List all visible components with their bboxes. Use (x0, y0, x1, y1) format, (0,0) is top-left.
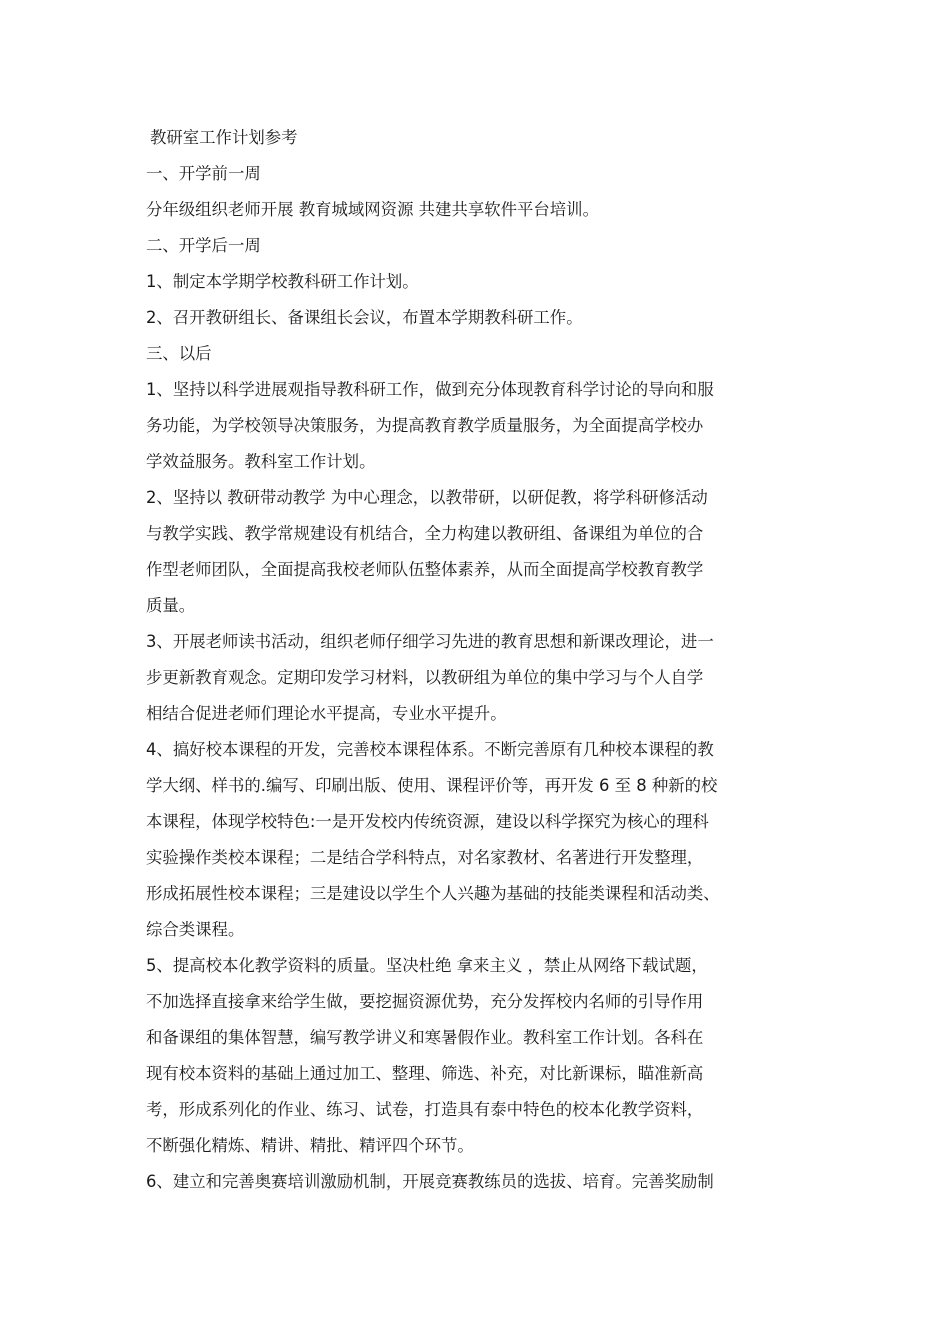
section-heading-after-term: 二、开学后一周 (146, 236, 261, 255)
paragraph-line: 现有校本资料的基础上通过加工、整理、筛选、补充，对比新课标，瞄准新高 (146, 1064, 704, 1083)
paragraph-line: 质量。 (146, 596, 196, 615)
paragraph-item-1 (146, 372, 826, 480)
paragraph-line: 6、建立和完善奥赛培训激励机制，开展竞赛教练员的选拔、培育。完善奖励制 (146, 1172, 714, 1191)
paragraph-line: 综合类课程。 (146, 920, 245, 939)
list-item-plan: 1、制定本学期学校教科研工作计划。 (146, 272, 419, 291)
paragraph-line: 作型老师团队，全面提高我校老师队伍整体素养，从而全面提高学校教育教学 (146, 560, 704, 579)
paragraph-item-3 (146, 624, 826, 732)
paragraph-line: 1、坚持以科学进展观指导教科研工作，做到充分体现教育科学讨论的导向和服 (146, 380, 714, 399)
paragraph-line: 不断强化精炼、精讲、精批、精评四个环节。 (146, 1136, 474, 1155)
section-heading-later: 三、以后 (146, 344, 212, 363)
paragraph-item-5 (146, 948, 826, 1164)
paragraph-line: 不加选择直接拿来给学生做，要挖掘资源优势，充分发挥校内名师的引导作用 (146, 992, 704, 1011)
paragraph-line: 与教学实践、教学常规建设有机结合，全力构建以教研组、备课组为单位的合 (146, 524, 704, 543)
paragraph-line: 4、搞好校本课程的开发，完善校本课程体系。不断完善原有几种校本课程的教 (146, 740, 714, 759)
paragraph-line: 2、坚持以 教研带动教学 为中心理念，以教带研，以研促教，将学科研修活动 (146, 488, 708, 507)
paragraph-line: 相结合促进老师们理论水平提高，专业水平提升。 (146, 704, 507, 723)
paragraph-line: 本课程，体现学校特色:一是开发校内传统资源，建设以科学探究为核心的理科 (146, 812, 709, 831)
paragraph-line: 实验操作类校本课程；二是结合学科特点，对名家教材、名著进行开发整理， (146, 848, 704, 867)
paragraph-platform-training: 分年级组织老师开展 教育城域网资源 共建共享软件平台培训。 (146, 200, 599, 219)
document-body (146, 120, 826, 1200)
paragraph-item-4 (146, 732, 826, 948)
paragraph-item-2 (146, 480, 826, 624)
paragraph-line: 5、提高校本化教学资料的质量。坚决杜绝 拿来主义 ，禁止从网络下载试题， (146, 956, 708, 975)
paragraph-line: 步更新教育观念。定期印发学习材料，以教研组为单位的集中学习与个人自学 (146, 668, 704, 687)
list-item-meeting: 2、召开教研组长、备课组长会议，布置本学期教科研工作。 (146, 308, 583, 327)
document-title: 教研室工作计划参考 (150, 128, 298, 147)
paragraph-line: 学大纲、样书的.编写、印刷出版、使用、课程评价等，再开发 6 至 8 种新的校 (146, 776, 718, 795)
section-heading-before-term: 一、开学前一周 (146, 164, 261, 183)
paragraph-line: 3、开展老师读书活动，组织老师仔细学习先进的教育思想和新课改理论，进一 (146, 632, 714, 651)
paragraph-line: 考，形成系列化的作业、练习、试卷，打造具有泰中特色的校本化教学资料， (146, 1100, 704, 1119)
paragraph-item-6 (146, 1164, 826, 1200)
paragraph-line: 和备课组的集体智慧，编写教学讲义和寒暑假作业。教科室工作计划。各科在 (146, 1028, 704, 1047)
paragraph-line: 形成拓展性校本课程；三是建设以学生个人兴趣为基础的技能类课程和活动类、 (146, 884, 720, 903)
paragraph-line: 学效益服务。教科室工作计划。 (146, 452, 376, 471)
paragraph-line: 务功能，为学校领导决策服务，为提高教育教学质量服务，为全面提高学校办 (146, 416, 704, 435)
